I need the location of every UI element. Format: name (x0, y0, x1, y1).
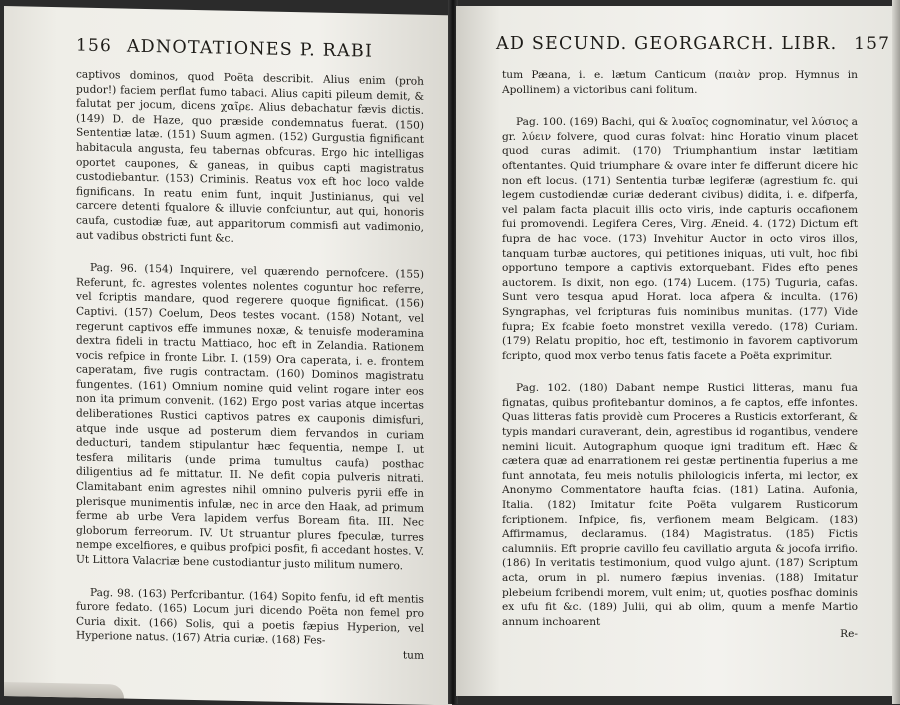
page-number-left: 156 (76, 35, 113, 57)
paragraph: Pag. 98. (163) Perfcribantur. (164) Sopito fenfu, id eft mentis furore fedato. (165) Locum juri dicendo Poëta non femel pro Curia dixit. (166) Solis, qui a poetis fæpius Hyperion, vel Hyperione natus. (167) Atria curiæ. (168) Fes- (76, 586, 424, 648)
catchword-left: tum (402, 649, 424, 662)
thumb-shadow (4, 682, 124, 699)
paragraph: tum Pæana, i. e. lætum Canticum (παιὰν prop. Hymnus in Apollinem) a victoribus cani folitum. (502, 69, 858, 96)
paragraph: captivos dominos, quod Poëta describit. Alius enim (proh pudor!) faciem perflat fumo tabaci. Alius capiti pileum demit, & falutat per jocum, dicens χαῖρε. Alius debachatur fævis dictis. (149) D. de Haze, quo præside condemnatus fuerat. (150) Sententiæ latæ. (151) Suum agmen. (152) Gurgustia fignificant habitacula angusta, feu tabernas obfcuras. Ergo hic intelligas oportet caupones, & ganeas, in quibus capti magistratus custodiebantur. (153) Criminis. Reatus vox eft hoc loco valde fignificans. In reatu enim funt, inquit Justinianus, qui vel carcere detenti fqualore & illuvie confciuntur, aut qui, honoris caufa, custodiæ fuæ, aut apparitorum commisfi aut vadimonio, aut vadibus obstricti funt &c. (76, 68, 424, 245)
page-edges (892, 0, 900, 704)
running-title-right: AD SECUND. GEORGARCH. LIBR. (496, 34, 838, 54)
running-head-left (76, 36, 373, 62)
right-page (456, 6, 894, 696)
paragraph: Pag. 96. (154) Inquirere, vel quærendo pernofcere. (155) Referunt, fc. agrestes volentes nolentes coguntur hoc referre, vel fcriptis mandare, quod regerere quoque fignificat. (156) Captivi. (157) Coelum, Deos testes vocant. (158) Notant, vel regerunt captivos effe immunes noxæ, & tenuisfe moderamina dextra fideli in tractu Mattiaco, hoc eft in Zelandia. Rationem vocis refpice in fronte Libr. I. (159) Ora caperata, i. e. frontem caperatam, five rugis contractam. (160) Dominos magistratu fungentes. (161) Omnium nomine quid velint rogare inter eos non ita primum convenit. (162) Ergo post varias atque incertas deliberationes Rustici captivos patres ex cauponis dimisfuri, atque inde usque ad posterum diem fervandos in curiam deducturi, tandem stipulantur hæc fequentia, nempe I. ut tesfera militaris (unde prima tumultus caufa) posthac diligentius ad fe mittatur. II. Ne defit copia pulveris nitrati. Clamitabant enim agrestes nihil omnino pulveris pyrii effe in plerisque munimentis infulæ, nec in arce den Haak, ad primum ferme ab urbe Vera lapidem verfus Boream fita. III. Nec globorum ferreorum. IV. Ut struantur plures fpeculæ, turres nempe excelfiores, e quibus profpici posfit, fi accedant hostes. V. Ut Littora Valacriæ bene custodiantur justo militum numero. (76, 261, 424, 573)
text-block-left (76, 68, 424, 664)
text-block-right (502, 68, 858, 642)
page-number-right: 157 (854, 34, 891, 54)
running-title-left: ADNOTATIONES P. RABI (126, 36, 374, 62)
catchword-right: Re- (840, 628, 858, 641)
running-head-right (496, 34, 890, 54)
left-page (4, 6, 452, 705)
paragraph: Pag. 100. (169) Bachi, qui & λυαῖος cognominatur, vel λύσιος a gr. λύειν folvere, quod curas folvat: hinc Horatio vinum placet quod curas adimit. (170) Triumphantium instar lætitiam oftentantes. Quid triumphare & ovare inter fe differunt dicere hic non eft locus. (171) Sententia turbæ legiferæ (agrestium fc. qui legem custodiendæ curiæ dederant civibus) didita, i. e. difperfa, vel palam facta placuit illis octo viris, inde capturis occafionem fui promovendi. Legifera Ceres, Virg. Æneid. 4. (172) Dictum eft fupra de hac voce. (173) Invehitur Auctor in octo viros illos, tanquam turbæ auctores, qui petitiones iniquas, uti vult, hoc fibi opportuno tempore a captivis extorquebant. Fides efto penes auctorem. Is dixit, non ego. (174) Lucem. (175) Tuguria, cafas. Sunt vero tesqua apud Horat. loca afpera & inculta. (176) Syngraphas, vel fcripturas fuis nominibus munitas. (177) Vide fupra; Ex fcabie foeto monstret vexilla veredo. (178) Curiam. (179) Relatu propitio, hoc eft, testimonio in favorem captivorum fcripto, quod mox verbo tenus fatis facete a Poëta exprimitur. (502, 116, 858, 362)
paragraph: Pag. 102. (180) Dabant nempe Rustici litteras, manu fua fignatas, quibus profitebantur dominos, a fe captos, effe infontes. Quas litteras fatis providè cum Proceres a Rusticis extorferant, & typis mandari curaverant, dein, agrestibus id rogantibus, vendere nemini licuit. Autographum quoque igni traditum eft. Hæc & cætera quæ ad enarrationem rei gestæ pertinentia fuperius a me funt annotata, feu meis notulis philologicis inferta, mi lector, ex Anonymo Commentatore haufta fcias. (181) Latina. Aufonia, Italia. (182) Imitatur fcite Poëta vulgarem Rusticorum fcriptionem. Infpice, fis, verfionem meam Belgicam. (183) Affirmamus, declaramus. (184) Magistratus. (185) Fictis calumniis. Eft proprie cavillo feu cavillatio arguta & jocofa irrifio. (186) In veritatis testimonium, quod vulgo ajunt. (187) Scriptum acta, orum in pl. numero fæpius invenias. (188) Imitatur plebeium fcribendi morem, vult enim; ut, quoties posfhac dominis ex ufu fit &c. (189) Julii, qui ab olim, quum a menfe Martio annum inchoarent (502, 382, 858, 628)
